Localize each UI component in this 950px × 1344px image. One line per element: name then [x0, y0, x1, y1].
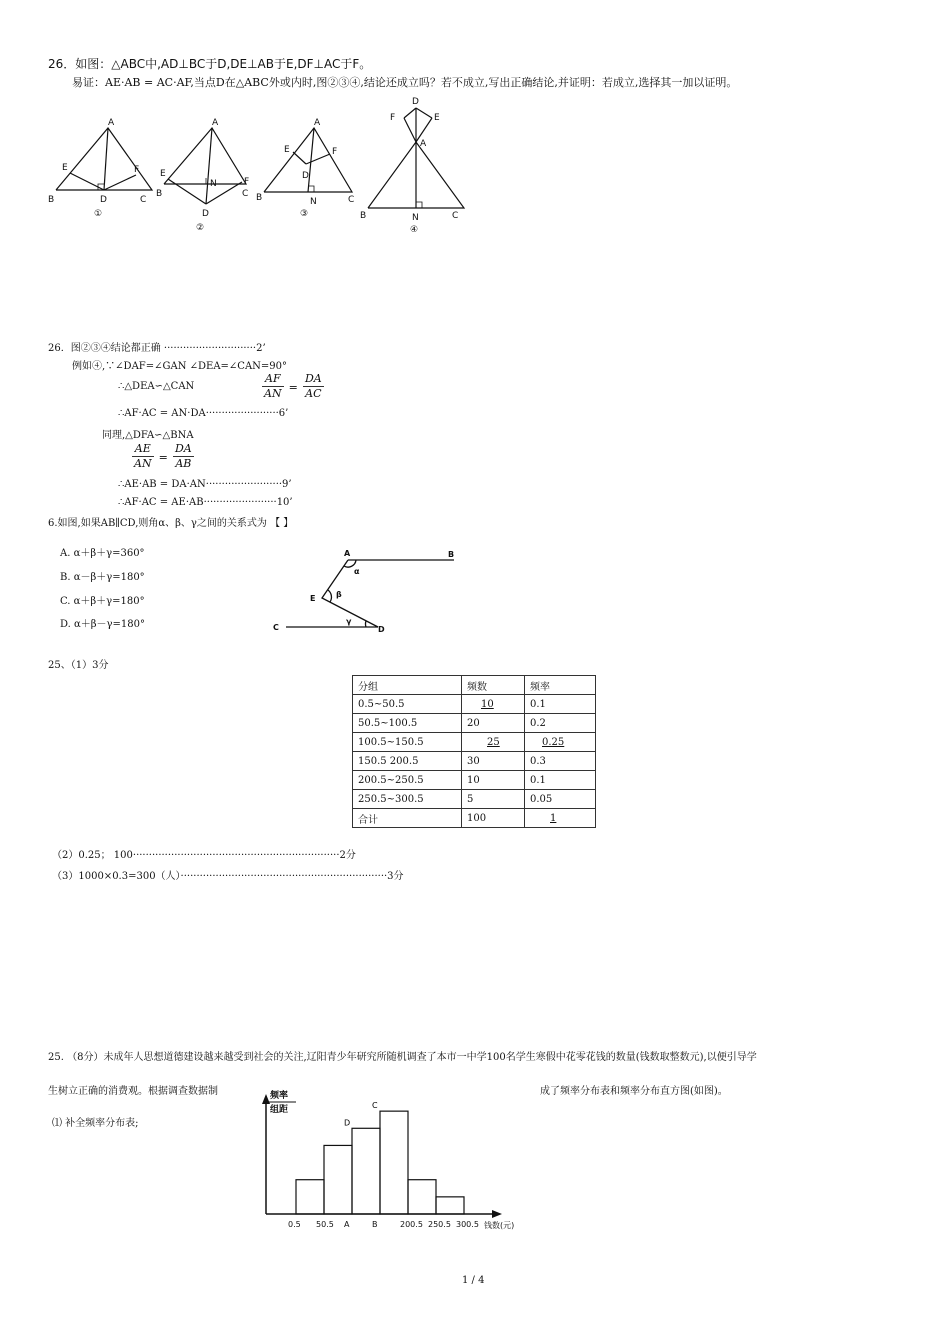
fig1-label-d: D: [100, 195, 107, 205]
frac-den: AC: [305, 387, 322, 400]
table-cell: 0.5~50.5: [353, 695, 462, 714]
equals-sign: =: [158, 451, 168, 464]
x-tick-label: 250.5: [428, 1220, 451, 1229]
sol25-head: 25、（1）3分: [48, 660, 109, 671]
table-header-row: [353, 676, 596, 695]
table-row: [353, 733, 596, 752]
q6-option-a: A. α＋β＋γ=360°: [60, 548, 145, 559]
filled-answer: 25: [487, 736, 500, 748]
sol26-ratio-1: [262, 372, 324, 401]
filled-answer: 1: [550, 812, 557, 824]
q6-label-d: D: [378, 625, 385, 634]
sol25-line2: （2）0.25； 100·································································2分: [52, 850, 356, 861]
table-cell: 0.1: [525, 771, 596, 790]
bar-letter-label: C: [372, 1101, 378, 1111]
histogram-chart: [254, 1088, 534, 1238]
q6-label-a: A: [344, 549, 351, 558]
table-cell: 100: [462, 809, 525, 828]
fig2-label-a: A: [212, 118, 219, 128]
table-cell: 0.05: [525, 790, 596, 809]
q6-option-d: D. α＋β－γ=180°: [60, 619, 145, 630]
filled-answer: 0.25: [542, 736, 565, 748]
frac-den: AB: [175, 457, 192, 470]
q26-figures: [48, 97, 518, 242]
histogram-bar: [296, 1180, 324, 1214]
x-tick-label: 200.5: [400, 1220, 423, 1229]
fig3-number: ③: [300, 209, 309, 219]
table-row: [353, 714, 596, 733]
table-cell: 合计: [353, 809, 462, 828]
q6-label-alpha: α: [354, 567, 360, 576]
y-axis-arrow-icon: [262, 1094, 270, 1104]
frac-num: DA: [174, 442, 192, 455]
fig3-label-d: D: [302, 171, 309, 181]
fig4-label-f: F: [390, 113, 396, 123]
table-cell: 30: [462, 752, 525, 771]
histogram-bar: [380, 1111, 408, 1214]
fig3-label-e: E: [284, 145, 290, 155]
q6-label-e: E: [310, 594, 316, 603]
col-header: 频数: [462, 676, 525, 695]
q6-label-beta: β: [336, 590, 342, 599]
table-cell: [525, 733, 596, 752]
table-cell: 20: [462, 714, 525, 733]
table-row: [353, 771, 596, 790]
sol26-line1: 26．图②③④结论都正确 ·····························2’: [48, 343, 266, 354]
table-cell: [525, 809, 596, 828]
table-row: [353, 695, 596, 714]
fig2-label-c: C: [242, 189, 249, 199]
sol26-ratio-2: [132, 442, 194, 471]
q6-label-b: B: [448, 550, 455, 559]
table-row: [353, 809, 596, 828]
fig2-label-d: D: [202, 209, 209, 219]
table-cell: 100.5~150.5: [353, 733, 462, 752]
y-label-bottom: 组距: [270, 1105, 289, 1115]
fig2-label-f: F: [244, 177, 250, 187]
fig3-label-a: A: [314, 118, 321, 128]
col-header: 分组: [353, 676, 462, 695]
fig1-label-c: C: [140, 195, 147, 205]
fig2-label-e: E: [160, 169, 166, 179]
frac-den: AN: [134, 457, 152, 470]
fig1-label-a: A: [108, 118, 115, 128]
table-cell: 200.5~250.5: [353, 771, 462, 790]
x-tick-label: 0.5: [288, 1220, 301, 1229]
fig4-label-e: E: [434, 113, 440, 123]
table-row: [353, 752, 596, 771]
q25-sub1: ⑴ 补全频率分布表;: [52, 1118, 139, 1129]
table-cell: 0.2: [525, 714, 596, 733]
q25-text-line2b: 成了频率分布表和频率分布直方图(如图)。: [540, 1086, 728, 1097]
q6-figure: [272, 546, 472, 636]
frequency-table: [352, 675, 596, 828]
col-header: 频率: [525, 676, 596, 695]
fig4-label-b: B: [360, 211, 367, 221]
fig4-label-d: D: [412, 97, 419, 107]
sol26-line5: 同理,△DFA∽△BNA: [102, 430, 194, 441]
table-cell: 250.5~300.5: [353, 790, 462, 809]
sol26-line4: ∴AF·AC = AN·DA·······················6’: [118, 408, 289, 419]
histogram-bar: [352, 1128, 380, 1214]
frac-den: AN: [264, 387, 282, 400]
q25-text-line1: 25. （8分）未成年人思想道德建设越来越受到社会的关注,辽阳青少年研究所随机调查了本市一中学100名学生寒假中花零花钱的数量(钱数取整数元),以便引导学: [48, 1052, 757, 1063]
sol26-line3: ∴△DEA∽△CAN: [118, 381, 195, 392]
q6-label-gamma: γ: [346, 617, 352, 626]
frac-num: AE: [132, 442, 154, 457]
fig1-label-e: E: [62, 163, 68, 173]
x-axis-label: 钱数(元): [484, 1221, 515, 1230]
filled-answer: 10: [481, 698, 494, 710]
fig3-label-n: N: [310, 197, 317, 207]
fig3-label-b: B: [256, 193, 263, 203]
sol26-line6: ∴AE·AB = DA·AN························9’: [118, 479, 292, 490]
fig3-label-c: C: [348, 195, 355, 205]
fig4-label-n: N: [412, 213, 419, 223]
q26-body: 易证：AE·AB = AC·AF,当点D在△ABC外或内时,图②③④,结论还成立吗？若不成立,写出正确结论,并证明：若成立,选择其一加以证明。: [72, 76, 738, 89]
q6-option-c: C. α＋β＋γ=180°: [60, 596, 145, 607]
table-cell: 10: [462, 771, 525, 790]
q25-text-line2a: 生树立正确的消费观。根据调查数据制: [48, 1086, 218, 1097]
sol26-line7: ∴AF·AC = AE·AB·······················10’: [118, 497, 293, 508]
table-cell: 50.5~100.5: [353, 714, 462, 733]
table-cell: 5: [462, 790, 525, 809]
histogram-bar: [408, 1180, 436, 1214]
fig4-label-a: A: [420, 139, 427, 149]
table-cell: 150.5 200.5: [353, 752, 462, 771]
fig4-label-c: C: [452, 211, 459, 221]
table-cell: [462, 695, 525, 714]
q26-title: 26．如图：△ABC中,AD⊥BC于D,DE⊥AB于E,DF⊥AC于F。: [48, 57, 372, 71]
page-number: 1 / 4: [462, 1275, 485, 1286]
fig2-label-b: B: [156, 189, 163, 199]
fig3-label-f: F: [332, 147, 338, 157]
equals-sign: =: [288, 381, 298, 394]
fig2-label-n: N: [210, 179, 217, 189]
x-tick-label: B: [372, 1220, 378, 1229]
fig1-label-b: B: [48, 195, 55, 205]
fig1-label-f: F: [134, 165, 140, 175]
frac-num: DA: [304, 372, 322, 385]
fig1-number: ①: [94, 209, 103, 219]
y-label-top: 频率: [270, 1091, 289, 1101]
x-axis-arrow-icon: [492, 1210, 502, 1218]
table-cell: 0.1: [525, 695, 596, 714]
sol26-line2: 例如④,∵∠DAF=∠GAN ∠DEA=∠CAN=90°: [72, 361, 288, 372]
table-cell: [462, 733, 525, 752]
fig4-number: ④: [410, 225, 419, 235]
table-row: [353, 790, 596, 809]
x-tick-label: 300.5: [456, 1220, 479, 1229]
sol25-line3: （3）1000×0.3=300（人）·································································3分: [52, 871, 404, 882]
bar-letter-label: D: [344, 1118, 351, 1128]
q6-option-b: B. α－β＋γ=180°: [60, 572, 145, 583]
fig2-number: ②: [196, 223, 205, 233]
q6-label-c: C: [273, 623, 279, 632]
histogram-bar: [436, 1197, 464, 1214]
table-cell: 0.3: [525, 752, 596, 771]
frac-num: AF: [262, 372, 284, 387]
q6-stem: 6.如图,如果AB∥CD,则角α、β、γ之间的关系式为 【 】: [48, 518, 294, 529]
x-tick-label: 50.5: [316, 1220, 334, 1229]
x-tick-label: A: [344, 1220, 350, 1229]
histogram-bar: [324, 1145, 352, 1214]
